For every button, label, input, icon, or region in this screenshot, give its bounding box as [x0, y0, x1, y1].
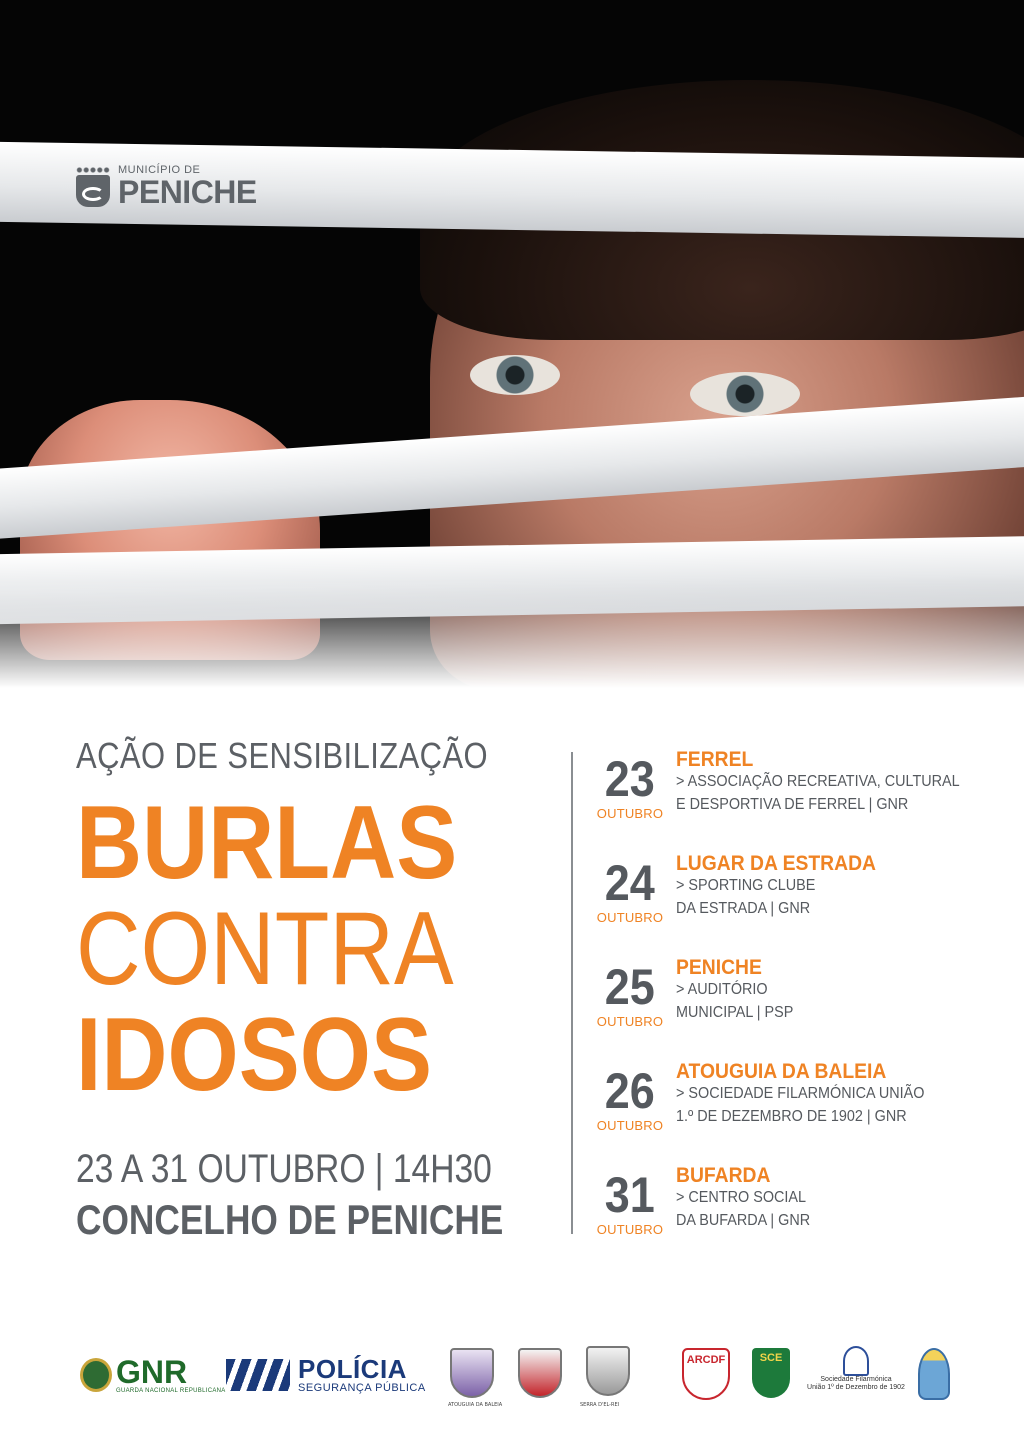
event-venue-line-2: 1.º DE DEZEMBRO DE 1902 | GNR — [676, 1107, 907, 1125]
peniche-crest-icon — [76, 167, 110, 207]
event-month: OUTUBRO — [596, 1222, 664, 1237]
title-line-1: BURLAS — [76, 785, 458, 901]
schedule-item — [590, 1060, 1010, 1164]
schedule-item — [590, 748, 1010, 852]
lyre-icon — [843, 1346, 869, 1376]
event-venue-line-2: DA BUFARDA | GNR — [676, 1211, 811, 1229]
event-day: 23 — [604, 751, 656, 807]
event-place: FERREL — [676, 748, 754, 771]
title-line-2: CONTRA — [76, 891, 454, 1007]
bufarda-crest-icon — [918, 1348, 950, 1400]
event-venue-line-1: > SPORTING CLUBE — [676, 877, 816, 895]
partner-logos — [0, 1340, 1024, 1420]
arcdf-shield-icon — [682, 1348, 730, 1400]
event-venue-line-2: MUNICIPAL | PSP — [676, 1003, 794, 1021]
event-month: OUTUBRO — [596, 1014, 664, 1029]
psp-stripes-icon — [226, 1359, 290, 1391]
psp-subtitle: SEGURANÇA PÚBLICA — [298, 1382, 426, 1394]
event-month: OUTUBRO — [596, 806, 664, 821]
event-place: PENICHE — [676, 956, 762, 979]
kicker-text: AÇÃO DE SENSIBILIZAÇÃO — [76, 735, 489, 776]
event-place: ATOUGUIA DA BALEIA — [676, 1060, 887, 1083]
event-place: LUGAR DA ESTRADA — [676, 852, 876, 875]
filarmonica-name-2: União 1º de Dezembro de 1902 — [807, 1384, 905, 1392]
sporting-estrada-shield-icon — [752, 1348, 790, 1398]
scf-text: SCE — [759, 1352, 783, 1364]
logo-big-text: PENICHE — [118, 174, 257, 210]
event-venue-line-1: > ASSOCIAÇÃO RECREATIVA, CULTURAL — [676, 773, 960, 791]
left-eye — [470, 355, 560, 395]
event-month: OUTUBRO — [596, 910, 664, 925]
event-venue-line-1: > SOCIEDADE FILARMÓNICA UNIÃO — [676, 1085, 925, 1103]
hero-photo — [0, 0, 1024, 700]
location-area: CONCELHO DE PENICHE — [76, 1196, 504, 1243]
atouguia-crest-caption: ATOUGUIA DA BALEIA — [448, 1402, 503, 1408]
serra-crest-icon — [586, 1346, 630, 1396]
event-venue-line-1: > CENTRO SOCIAL — [676, 1189, 807, 1207]
event-day: 31 — [604, 1167, 656, 1223]
right-eye — [690, 372, 800, 416]
gnr-word: GNR — [116, 1354, 188, 1390]
event-venue-line-2: DA ESTRADA | GNR — [676, 899, 811, 917]
title-line-3: IDOSOS — [76, 997, 432, 1113]
schedule-item — [590, 1164, 1010, 1268]
schedule-list — [590, 748, 1010, 1268]
gnr-subtitle: GUARDA NACIONAL REPUBLICANA — [116, 1388, 226, 1394]
event-day: 26 — [604, 1063, 656, 1119]
municipio-logo — [76, 165, 257, 208]
atouguia-crest-icon — [450, 1348, 494, 1398]
event-venue-line-2: E DESPORTIVA DE FERREL | GNR — [676, 795, 909, 813]
serra-crest-caption: SERRA D'EL-REI — [580, 1402, 620, 1408]
logo-small-text: MUNICÍPIO DE — [118, 164, 201, 176]
event-place: BUFARDA — [676, 1164, 771, 1187]
ferrel-crest-icon — [518, 1348, 562, 1398]
arcdf-text: ARCDF — [686, 1354, 726, 1366]
psp-logo — [226, 1356, 426, 1394]
gnr-badge-icon — [80, 1358, 112, 1392]
schedule-divider — [571, 752, 573, 1234]
photo-fade — [0, 580, 1024, 700]
dates-time: 23 A 31 OUTUBRO | 14H30 — [76, 1147, 492, 1191]
psp-word: POLÍCIA — [298, 1354, 407, 1384]
schedule-item — [590, 956, 1010, 1060]
schedule-item — [590, 852, 1010, 956]
event-venue-line-1: > AUDITÓRIO — [676, 981, 768, 999]
title-block — [76, 735, 504, 1244]
event-day: 25 — [604, 959, 656, 1015]
event-day: 24 — [604, 855, 656, 911]
filarmonica-name-1: Sociedade Filarmónica — [820, 1376, 892, 1383]
event-month: OUTUBRO — [596, 1118, 664, 1133]
gnr-logo — [80, 1356, 226, 1394]
filarmonica-logo — [806, 1346, 906, 1393]
